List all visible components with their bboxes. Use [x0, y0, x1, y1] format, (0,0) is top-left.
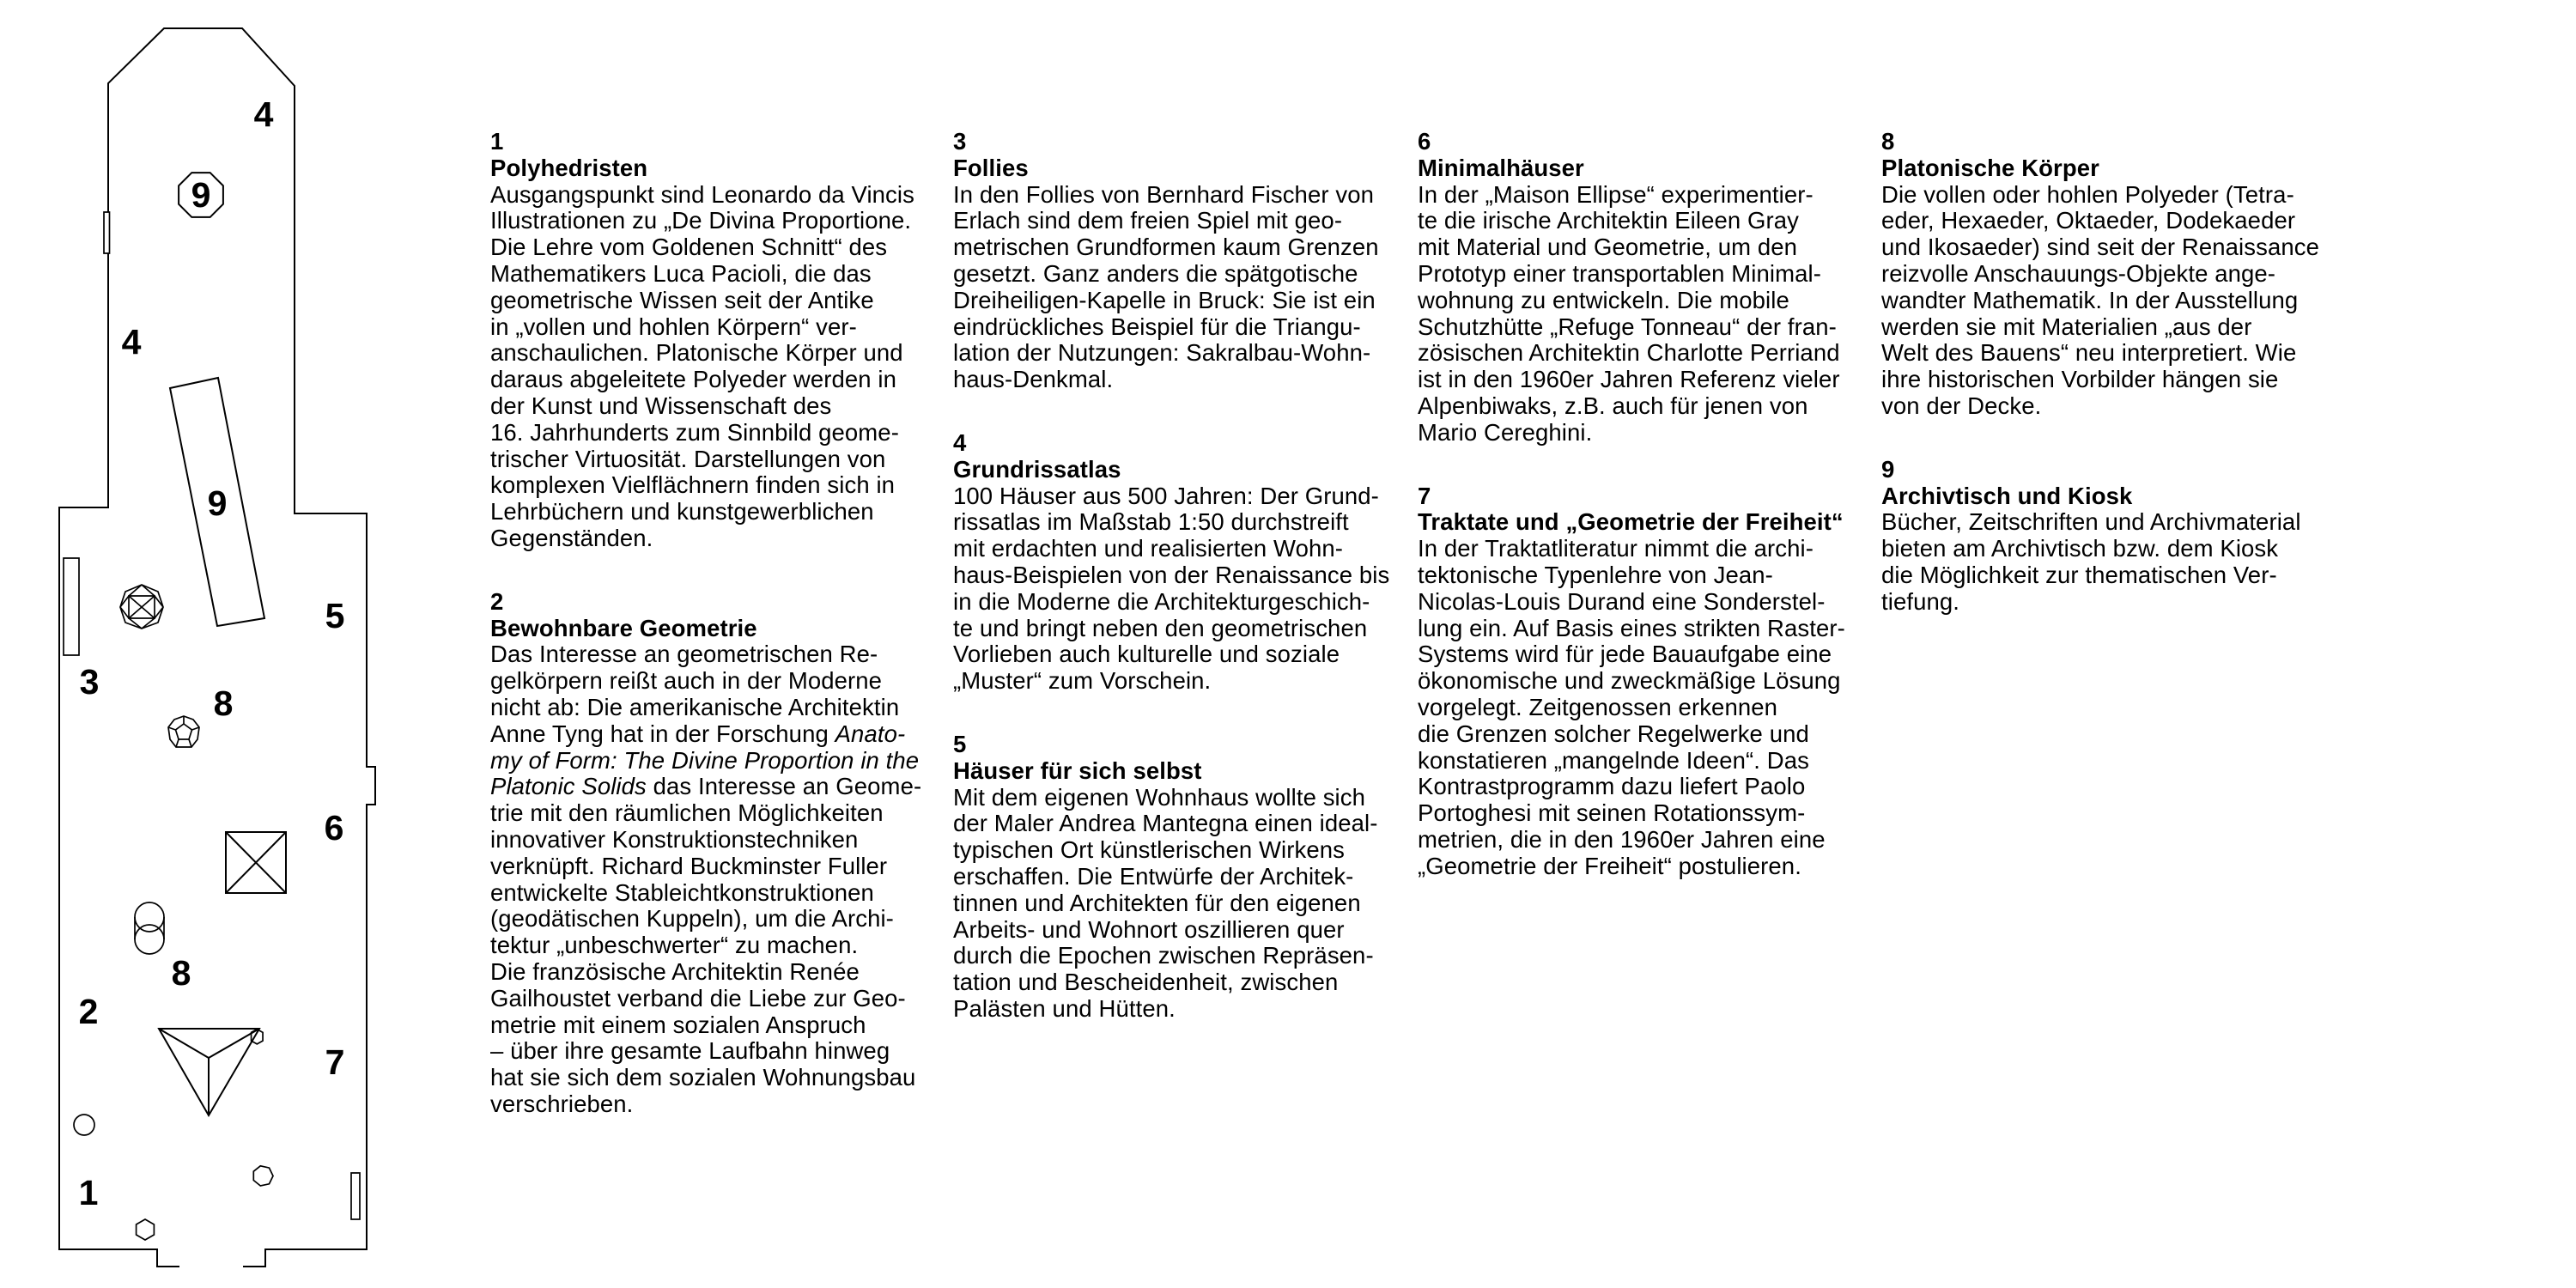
- section-text-line: eindrückliches Beispiel für die Triangu-: [953, 313, 1361, 340]
- plan-label-1: 1: [78, 1173, 99, 1212]
- plan-label-3: 3: [79, 662, 100, 702]
- kiosk-rect: [351, 1173, 360, 1219]
- legend-column-3: [1418, 129, 1851, 880]
- section-text-line: komplexen Vielflächnern finden sich in: [490, 471, 896, 499]
- floor-plan: [0, 0, 429, 1288]
- legend-section-9: [1881, 457, 2315, 616]
- section-title: Minimalhäuser: [1418, 154, 1584, 181]
- section-text-line: ist in den 1960er Jahren Referenz vieler: [1418, 366, 1840, 393]
- plan-label-8: 8: [213, 683, 234, 723]
- section-number: 6: [1418, 128, 1431, 155]
- legend-section-3: [953, 129, 1387, 393]
- plan-label-6: 6: [324, 808, 344, 848]
- legend-column-1: [490, 129, 924, 1118]
- section-text-line: daraus abgeleitete Polyeder werden in: [490, 366, 897, 393]
- section-text-line: in „vollen und hohlen Körpern“ ver-: [490, 313, 857, 340]
- section-text-line: Mathematikers Luca Pacioli, die das: [490, 259, 872, 287]
- section-text-line: haus-Beispielen von der Renaissance bis: [953, 561, 1390, 588]
- section-text-line: Dreiheiligen-Kapelle in Bruck: Sie ist ein: [953, 286, 1376, 313]
- section-title: Platonische Körper: [1881, 154, 2099, 181]
- section-number: 5: [953, 730, 967, 757]
- plan-label-9: 9: [207, 483, 228, 523]
- section-text-line: metrischen Grundformen kaum Grenzen: [953, 234, 1379, 261]
- section-text-line: Illustrationen zu „De Divina Proportione.: [490, 207, 912, 234]
- section-text-line: Kontrastprogramm dazu liefert Paolo: [1418, 773, 1806, 800]
- section-text-line: reizvolle Anschauungs-Objekte ange-: [1881, 259, 2276, 287]
- section-text-line: innovativer Konstruktionstechniken: [490, 825, 859, 853]
- section-text-line: Platonic Solids das Interesse an Geome-: [490, 773, 922, 800]
- section-text-line: verschrieben.: [490, 1090, 634, 1117]
- section-title: Häuser für sich selbst: [953, 756, 1202, 784]
- section-text-line: tektur „unbeschwerter“ zu machen.: [490, 932, 859, 959]
- tetrahedron-shape: [159, 1029, 259, 1115]
- section-text-line: Welt des Bauens“ neu interpretiert. Wie: [1881, 339, 2297, 367]
- section-number: 2: [490, 587, 504, 615]
- section-text-line: Mit dem eigenen Wohnhaus wollte sich: [953, 783, 1366, 811]
- section-text-line: Prototyp einer transportablen Minimal-: [1418, 259, 1821, 287]
- section-text-line: 100 Häuser aus 500 Jahren: Der Grund-: [953, 482, 1379, 509]
- plan-label-7: 7: [325, 1042, 345, 1082]
- section-text-line: metrien, die in den 1960er Jahren eine: [1418, 825, 1826, 853]
- legend-section-8: [1881, 128, 2319, 420]
- legend-column-4: [1881, 128, 2319, 616]
- octagon-pair-markers: [252, 1030, 273, 1186]
- section-number: 4: [953, 428, 967, 456]
- plan-label-5: 5: [325, 596, 345, 635]
- plan-label-8: 8: [171, 953, 191, 993]
- section-text-line: Systems wird für jede Bauaufgabe eine: [1418, 641, 1832, 668]
- section-text-line: anschaulichen. Platonische Körper und: [490, 339, 903, 367]
- crossed-table-shape: [226, 832, 286, 893]
- section-text-line: verknüpft. Richard Buckminster Fuller: [490, 852, 888, 879]
- section-title: Bewohnbare Geometrie: [490, 614, 757, 641]
- section-text-line: Vorlieben auch kulturelle und soziale: [953, 641, 1340, 668]
- plan-label-2: 2: [78, 992, 99, 1031]
- legend-column-2: [953, 128, 1390, 1023]
- section-text-line: „Muster“ zum Vorschein.: [953, 667, 1212, 695]
- section-text-line: Das Interesse an geometrischen Re-: [490, 641, 878, 668]
- plan-label-4: 4: [121, 322, 142, 361]
- section-number: 8: [1881, 128, 1895, 155]
- section-text-line: Anne Tyng hat in der Forschung Anato-: [490, 720, 906, 747]
- section-text-line: te und bringt neben den geometrischen: [953, 614, 1368, 641]
- section-text-line: gelkörpern reißt auch in der Moderne: [490, 667, 883, 695]
- section-text-line: Gegenständen.: [490, 524, 653, 551]
- legend-section-6: [1418, 129, 1851, 447]
- plan-label-4: 4: [253, 94, 274, 134]
- section-title: Follies: [953, 154, 1029, 181]
- section-text-line: trischer Virtuosität. Darstellungen von: [490, 445, 886, 472]
- section-text-line: Arbeits- und Wohnort oszillieren quer: [953, 915, 1345, 943]
- section-text-line: konstatieren „mangelnde Ideen“. Das: [1418, 746, 1809, 774]
- section-text-line: ihre historischen Vorbilder hängen sie: [1881, 366, 2279, 393]
- section-text-line: Mario Cereghini.: [1418, 418, 1593, 446]
- section-text-line: die Möglichkeit zur thematischen Ver-: [1881, 561, 2277, 588]
- section-text-line: hat sie sich dem sozialen Wohnungsbau: [490, 1064, 916, 1091]
- section-text-line: tation und Bescheidenheit, zwischen: [953, 969, 1339, 996]
- section-text-line: metrie mit einem sozialen Anspruch: [490, 1011, 866, 1038]
- section-text-line: vorgelegt. Zeitgenossen erkennen: [1418, 693, 1778, 720]
- section-text-line: lation der Nutzungen: Sakralbau-Wohn-: [953, 339, 1371, 367]
- section-text-line: my of Form: The Divine Proportion in the: [490, 746, 920, 774]
- section-text-line: trie mit den räumlichen Möglichkeiten: [490, 799, 884, 827]
- hexagon-marker: [137, 1219, 155, 1240]
- section-text-line: mit Material und Geometrie, um den: [1418, 234, 1798, 261]
- section-text-line: der Maler Andrea Mantegna einen ideal-: [953, 810, 1378, 837]
- legend-section-1: [490, 129, 924, 552]
- section-text-line: tinnen und Architekten für den eigenen: [953, 889, 1361, 916]
- section-number: 9: [1881, 455, 1895, 483]
- section-text-line: Schutzhütte „Refuge Tonneau“ der fran-: [1418, 313, 1837, 340]
- section-text-line: in die Moderne die Architekturgeschich-: [953, 587, 1370, 615]
- section-text-line: werden sie mit Materialien „aus der: [1881, 313, 2252, 340]
- legend-section-4: [953, 428, 1390, 695]
- section-text-line: gesetzt. Ganz anders die spätgotische: [953, 259, 1358, 287]
- section-number: 1: [490, 128, 504, 155]
- legend-section-2: [490, 589, 924, 1118]
- section-text-line: Die französische Architektin Renée: [490, 957, 860, 985]
- section-text-line: Erlach sind dem freien Spiel mit geo-: [953, 207, 1343, 234]
- section-text-line: In der „Maison Ellipse“ experimentier-: [1418, 180, 1814, 208]
- section-text-line: tektonische Typenlehre von Jean-: [1418, 561, 1773, 588]
- section-text-line: Lehrbüchern und kunstgewerblichen: [490, 498, 874, 526]
- section-text-line: von der Decke.: [1881, 392, 2042, 419]
- circle-marker: [74, 1115, 94, 1135]
- section-text-line: Portoghesi mit seinen Rotationssym-: [1418, 799, 1806, 827]
- section-text-line: entwickelte Stableichtkonstruktionen: [490, 878, 874, 906]
- section-text-line: 16. Jahrhunderts zum Sinnbild geome-: [490, 418, 899, 446]
- section-text-line: In den Follies von Bernhard Fischer von: [953, 180, 1374, 208]
- section-text-line: wohnung zu entwickeln. Die mobile: [1418, 286, 1789, 313]
- legend-section-5: [953, 732, 1387, 1023]
- section-text-line: – über ihre gesamte Laufbahn hinweg: [490, 1037, 890, 1065]
- section-text-line: (geodätischen Kuppeln), um die Archi-: [490, 905, 894, 933]
- plan-labels: [79, 94, 345, 1212]
- section-text-line: Alpenbiwaks, z.B. auch für jenen von: [1418, 392, 1808, 419]
- icosahedron-shape: [120, 585, 163, 629]
- section-text-line: Nicolas-Louis Durand eine Sonderstel-: [1418, 587, 1826, 615]
- section-title: Traktate und „Geometrie der Freiheit“: [1418, 508, 1844, 536]
- wall-recess: [104, 212, 110, 253]
- section-text-line: Bücher, Zeitschriften und Archivmaterial: [1881, 508, 2301, 536]
- section-text-line: nicht ab: Die amerikanische Architektin: [490, 693, 900, 720]
- section-text-line: zösischen Architektin Charlotte Perriand: [1418, 339, 1840, 367]
- section-text-line: typischen Ort künstlerischen Wirkens: [953, 836, 1345, 864]
- section-text-line: und Ikosaeder) sind seit der Renaissance: [1881, 234, 2319, 261]
- section-text-line: geometrische Wissen seit der Antike: [490, 286, 874, 313]
- section-text-line: tiefung.: [1881, 587, 1960, 615]
- plan-label-9: 9: [191, 175, 211, 215]
- section-title: Polyhedristen: [490, 154, 648, 181]
- legend-section-7: [1418, 483, 1851, 880]
- section-text-line: Palästen und Hütten.: [953, 994, 1176, 1022]
- section-text-line: rissatlas im Maßstab 1:50 durchstreift: [953, 508, 1349, 536]
- section-text-line: Gailhoustet verband die Liebe zur Geo-: [490, 984, 906, 1012]
- section-number: 7: [1418, 482, 1431, 509]
- wall-display-3: [64, 558, 79, 655]
- section-text-line: mit erdachten und realisierten Wohn-: [953, 535, 1344, 562]
- section-text-line: ökonomische und zweckmäßige Lösung: [1418, 667, 1841, 695]
- section-number: 3: [953, 128, 967, 155]
- section-text-line: In der Traktatliteratur nimmt die archi-: [1418, 535, 1814, 562]
- cylinder-shape: [135, 902, 164, 954]
- section-text-line: der Kunst und Wissenschaft des: [490, 392, 832, 419]
- section-text-line: wandter Mathematik. In der Ausstellung: [1881, 286, 2299, 313]
- section-text-line: „Geometrie der Freiheit“ postulieren.: [1418, 852, 1801, 879]
- section-text-line: die Grenzen solcher Regelwerke und: [1418, 720, 1809, 747]
- section-text-line: Ausgangspunkt sind Leonardo da Vincis: [490, 180, 914, 208]
- section-title: Grundrissatlas: [953, 455, 1121, 483]
- dodecahedron-shape: [168, 716, 199, 747]
- section-text-line: Die vollen oder hohlen Polyeder (Tetra-: [1881, 180, 2294, 208]
- section-text-line: eder, Hexaeder, Oktaeder, Dodekaeder: [1881, 207, 2296, 234]
- section-text-line: te die irische Architektin Eileen Gray: [1418, 207, 1800, 234]
- section-text-line: durch die Epochen zwischen Repräsen-: [953, 942, 1374, 969]
- section-text-line: Die Lehre vom Goldenen Schnitt“ des: [490, 234, 888, 261]
- section-text-line: lung ein. Auf Basis eines strikten Raster-: [1418, 614, 1845, 641]
- section-text-line: erschaffen. Die Entwürfe der Architek-: [953, 862, 1354, 890]
- section-text-line: bieten am Archivtisch bzw. dem Kiosk: [1881, 535, 2279, 562]
- section-text-line: haus-Denkmal.: [953, 366, 1114, 393]
- section-title: Archivtisch und Kiosk: [1881, 482, 2133, 509]
